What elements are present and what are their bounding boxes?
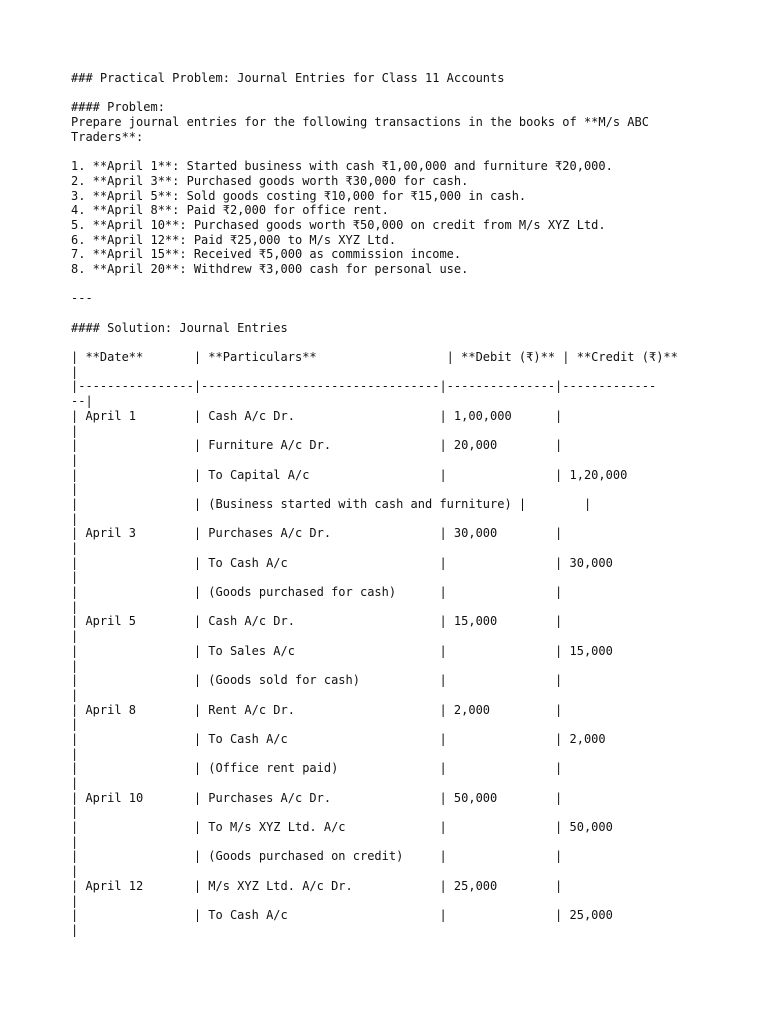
table-header-row: | **Date** | **Particulars** | **Debit (₹)** | **Credit (₹)**	[71, 350, 678, 365]
table-wrap-line: |	[71, 658, 79, 673]
table-wrap-line: |	[71, 423, 79, 438]
table-wrap-line: |	[71, 776, 79, 790]
table-row: | April 12 | M/s XYZ Ltd. A/c Dr. | 25,000 |	[71, 878, 563, 893]
heading-solution: #### Solution: Journal Entries	[71, 320, 288, 335]
transaction-item: 2. **April 3**: Purchased goods worth ₹30,000 for cash.	[71, 173, 469, 188]
table-row: | | To Cash A/c | | 2,000	[71, 731, 606, 746]
table-wrap-line: |	[71, 511, 79, 526]
blank-line	[71, 144, 711, 159]
transaction-item: 5. **April 10**: Purchased goods worth ₹50,000 on credit from M/s XYZ Ltd.	[71, 217, 606, 232]
table-row: | | To Cash A/c | | 25,000	[71, 908, 613, 923]
transaction-item: 7. **April 15**: Received ₹5,000 as commission income.	[71, 247, 462, 262]
horizontal-rule: ---	[71, 291, 93, 306]
table-wrap-line: |	[71, 717, 79, 732]
blank-line	[71, 335, 711, 350]
table-row: | April 10 | Purchases A/c Dr. | 50,000 |	[71, 790, 563, 805]
document-page	[71, 71, 711, 938]
table-wrap-line: |	[71, 541, 79, 555]
transaction-item: 3. **April 5**: Sold goods costing ₹10,000 for ₹15,000 in cash.	[71, 188, 527, 203]
transaction-item: 8. **April 20**: Withdrew ₹3,000 cash for personal use.	[71, 261, 469, 276]
table-row: | April 8 | Rent A/c Dr. | 2,000 |	[71, 702, 563, 717]
table-wrap-line: |	[71, 629, 79, 644]
table-wrap-line: |	[71, 482, 79, 497]
table-wrap-line: |	[71, 452, 79, 467]
table-wrap-line: |	[71, 599, 79, 614]
table-wrap-line: |	[71, 805, 79, 820]
problem-text: Prepare journal entries for the following transactions in the books of **M/s ABC	[71, 115, 649, 130]
table-row: | | Furniture A/c Dr. | 20,000 |	[71, 438, 563, 453]
table-row: | | (Office rent paid) | |	[71, 761, 563, 776]
table-row: | | (Goods purchased on credit) | |	[71, 849, 563, 864]
table-wrap-line: |	[71, 834, 79, 849]
table-row: | | (Goods purchased for cash) | |	[71, 585, 563, 600]
transaction-item: 6. **April 12**: Paid ₹25,000 to M/s XYZ Ltd.	[71, 232, 397, 247]
table-row: | April 1 | Cash A/c Dr. | 1,00,000 |	[71, 408, 563, 423]
table-wrap-line: |	[71, 687, 79, 702]
blank-line	[71, 277, 711, 292]
heading-title: ### Practical Problem: Journal Entries for Class 11 Accounts	[71, 71, 505, 85]
table-wrap-line: |	[71, 746, 79, 761]
table-row: | | To M/s XYZ Ltd. A/c | | 50,000	[71, 820, 613, 835]
table-wrap-line: |	[71, 893, 79, 908]
table-wrap-line: |	[71, 570, 79, 585]
table-row: | | To Sales A/c | | 15,000	[71, 643, 613, 658]
table-wrap-line: |	[71, 864, 79, 879]
table-wrap-line: |	[71, 922, 79, 937]
blank-line	[71, 306, 711, 321]
blank-line	[71, 86, 711, 101]
heading-problem: #### Problem:	[71, 100, 165, 115]
table-separator-row: |----------------|---------------------------------|---------------|-------------	[71, 379, 657, 394]
problem-text: Traders**:	[71, 129, 144, 144]
transaction-item: 4. **April 8**: Paid ₹2,000 for office rent.	[71, 203, 389, 218]
table-wrap-line: |	[71, 364, 79, 379]
table-row: | April 5 | Cash A/c Dr. | 15,000 |	[71, 614, 563, 629]
table-row: | April 3 | Purchases A/c Dr. | 30,000 |	[71, 526, 563, 541]
table-row: | | To Cash A/c | | 30,000	[71, 555, 613, 570]
table-row: | | To Capital A/c | | 1,20,000	[71, 467, 628, 482]
table-row: | | (Goods sold for cash) | |	[71, 673, 563, 688]
table-wrap-line: --|	[71, 394, 93, 409]
table-row: | | (Business started with cash and furniture) | |	[71, 496, 592, 511]
transaction-item: 1. **April 1**: Started business with cash ₹1,00,000 and furniture ₹20,000.	[71, 159, 613, 174]
